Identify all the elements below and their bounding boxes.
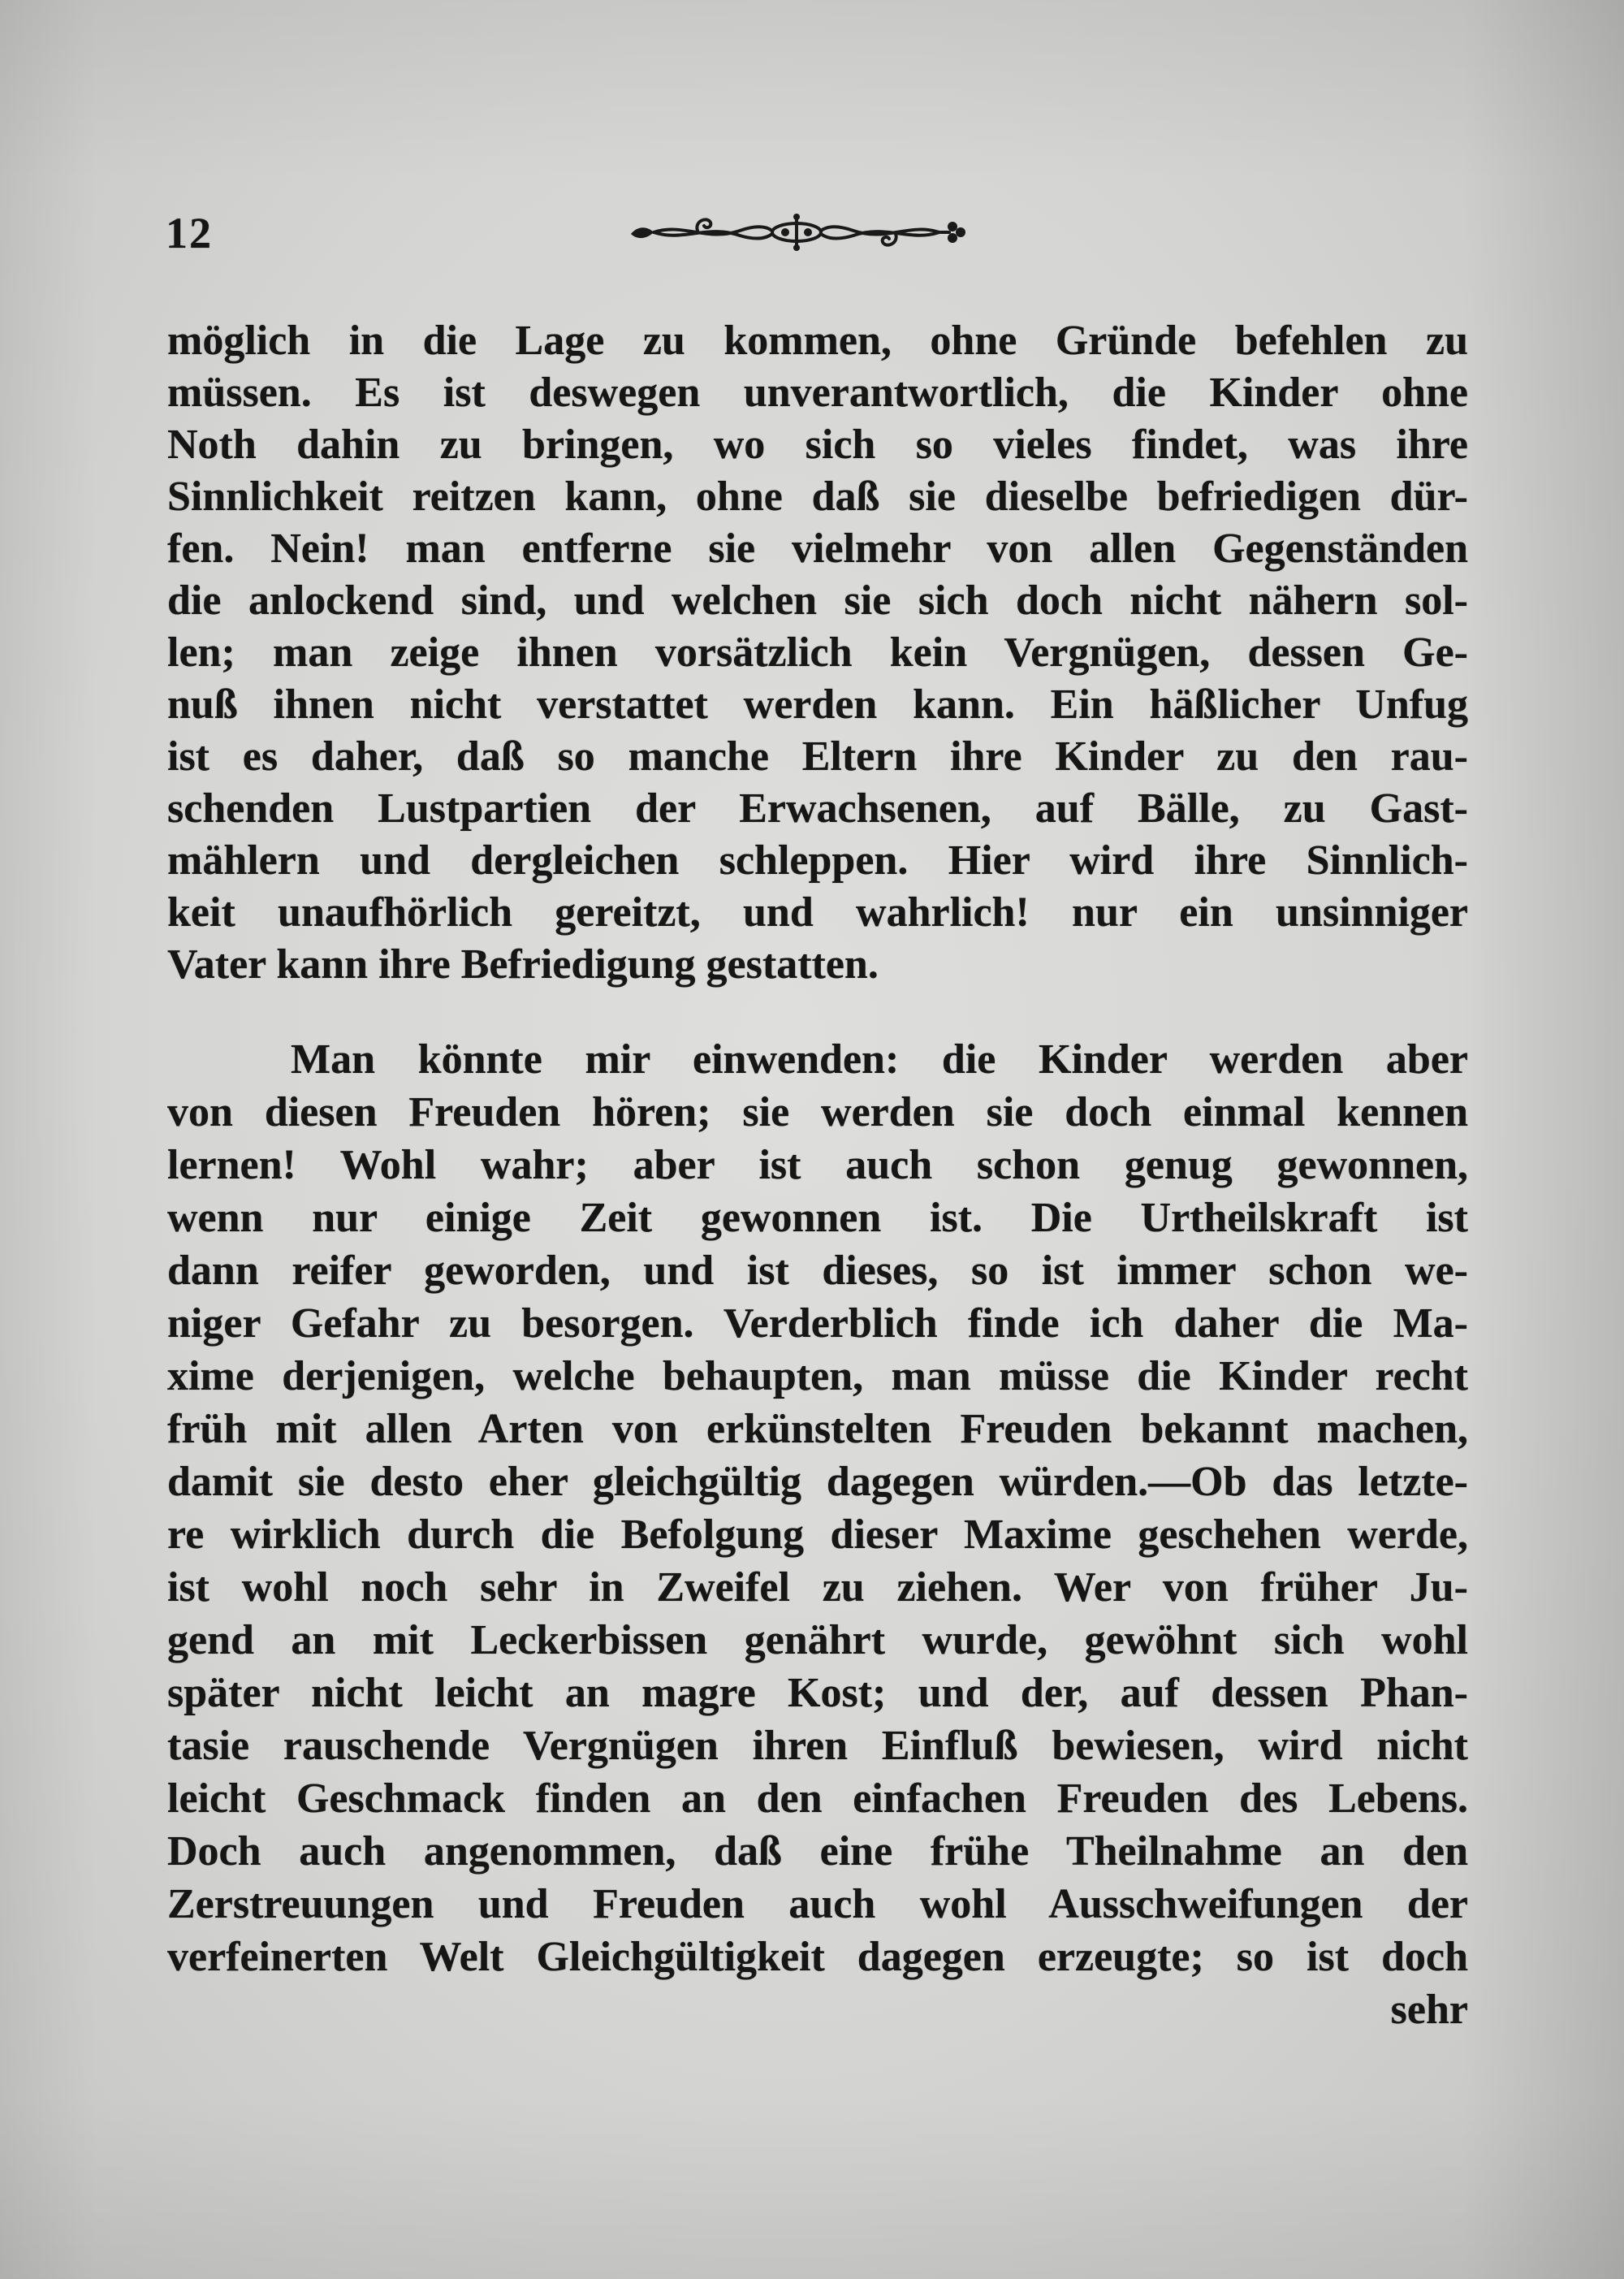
text-line: dann reifer geworden, und ist dieses, so ist immer schon we- xyxy=(167,1248,1468,1294)
page-number: 12 xyxy=(166,209,213,257)
ornament-rule-icon xyxy=(626,206,967,258)
paragraph-2 xyxy=(167,1033,1468,2036)
text-line: leicht Geschmack finden an den einfachen Freuden des Lebens. xyxy=(167,1775,1468,1822)
text-line: müssen. Es ist deswegen unverantwortlich, die Kinder ohne xyxy=(167,370,1468,416)
text-line: re wirklich durch die Befolgung dieser Maxime geschehen werde, xyxy=(167,1511,1468,1558)
text-line: verfeinerten Welt Gleichgültigkeit dagegen erzeugte; so ist doch xyxy=(167,1934,1468,1980)
text-line: niger Gefahr zu besorgen. Verderblich finde ich daher die Ma- xyxy=(167,1300,1468,1347)
text-line: mählern und dergleichen schleppen. Hier wird ihre Sinnlich- xyxy=(167,837,1468,884)
text-line: die anlockend sind, und welchen sie sich doch nicht nähern sol- xyxy=(167,577,1468,624)
text-line: tasie rauschende Vergnügen ihren Einfluß bewiesen, wird nicht xyxy=(167,1723,1468,1769)
text-line: nuß ihnen nicht verstattet werden kann. Ein häßlicher Unfug xyxy=(167,681,1468,728)
text-line: Doch auch angenommen, daß eine frühe Theilnahme an den xyxy=(167,1828,1468,1875)
text-line: Man könnte mir einwenden: die Kinder werden aber xyxy=(291,1036,1468,1083)
text-line: später nicht leicht an magre Kost; und der, auf dessen Phan- xyxy=(167,1670,1468,1716)
text-line: Vater kann ihre Befriedigung gestatten. xyxy=(167,941,879,988)
text-line: früh mit allen Arten von erkünstelten Freuden bekannt machen, xyxy=(167,1406,1468,1452)
text-line: keit unaufhörlich gereitzt, und wahrlich! nur ein unsinniger xyxy=(167,889,1468,936)
text-line: lernen! Wohl wahr; aber ist auch schon genug gewonnen, xyxy=(167,1142,1468,1188)
text-line: damit sie desto eher gleichgültig dagegen würden.—Ob das letzte- xyxy=(167,1459,1468,1505)
text-line: Noth dahin zu bringen, wo sich so vieles findet, was ihre xyxy=(167,422,1468,468)
text-line: gend an mit Leckerbissen genährt wurde, gewöhnt sich wohl xyxy=(167,1617,1468,1663)
text-line: schenden Lustpartien der Erwachsenen, auf Bälle, zu Gast- xyxy=(167,785,1468,832)
paragraph-1 xyxy=(167,315,1468,991)
catchword: sehr xyxy=(1390,1987,1468,2033)
text-line: len; man zeige ihnen vorsätzlich kein Vergnügen, dessen Ge- xyxy=(167,629,1468,676)
text-line: Zerstreuungen und Freuden auch wohl Ausschweifungen der xyxy=(167,1881,1468,1927)
text-line: fen. Nein! man entferne sie vielmehr von allen Gegenständen xyxy=(167,525,1468,572)
text-line: wenn nur einige Zeit gewonnen ist. Die Urtheilskraft ist xyxy=(167,1195,1468,1241)
text-line: ist es daher, daß so manche Eltern ihre Kinder zu den rau- xyxy=(167,733,1468,780)
text-line: ist wohl noch sehr in Zweifel zu ziehen. Wer von früher Ju- xyxy=(167,1564,1468,1611)
text-line: Sinnlichkeit reitzen kann, ohne daß sie dieselbe befriedigen dür- xyxy=(167,474,1468,520)
text-line: von diesen Freuden hören; sie werden sie doch einmal kennen xyxy=(167,1089,1468,1135)
text-line: xime derjenigen, welche behaupten, man müsse die Kinder recht xyxy=(167,1353,1468,1399)
text-line: möglich in die Lage zu kommen, ohne Gründe befehlen zu xyxy=(167,318,1468,364)
